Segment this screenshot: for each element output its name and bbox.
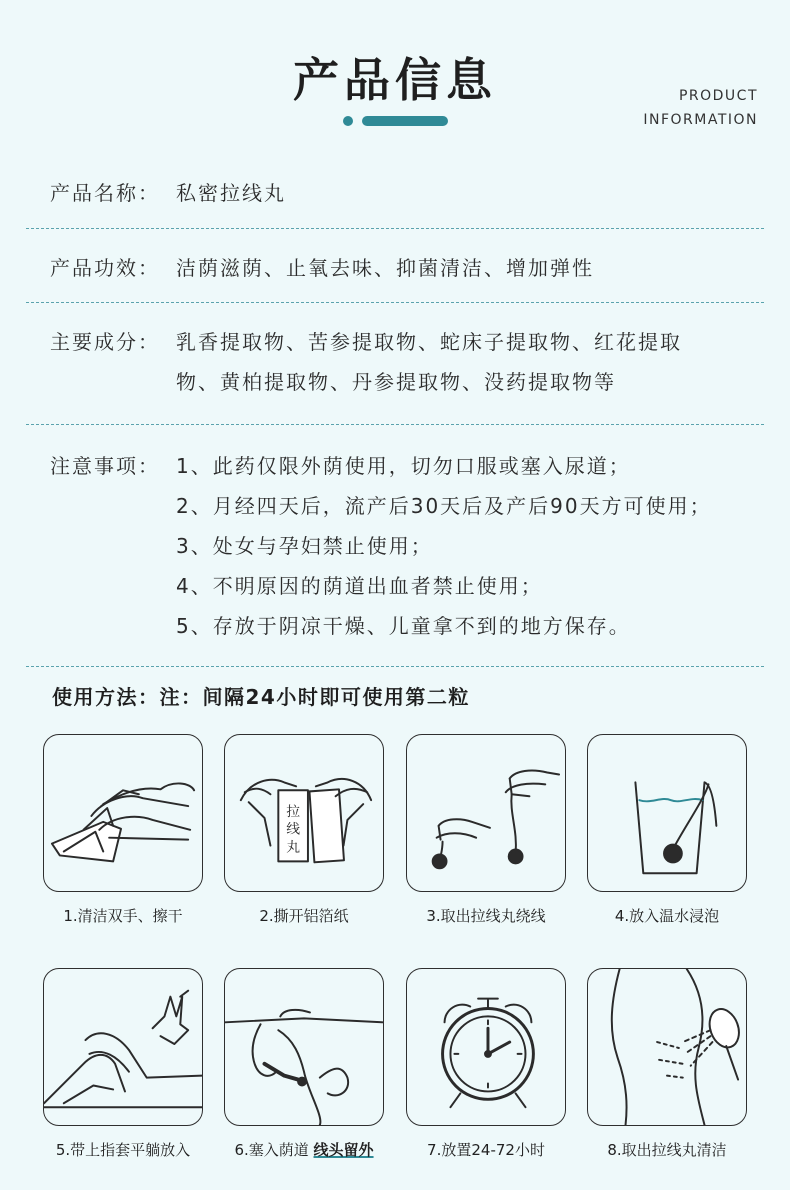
insert-icon [224, 968, 384, 1126]
info-line: 物、黄柏提取物、丹参提取物、没药提取物等 [176, 370, 616, 394]
info-label: 产品名称： [50, 181, 160, 205]
tear-foil-icon [224, 734, 384, 892]
step-caption-main: 6.塞入荫道 [234, 1141, 314, 1159]
lie-down-icon [43, 968, 203, 1126]
step-caption: 2.撕开铝箔纸 [259, 907, 349, 925]
usage-step-2 [224, 734, 384, 926]
info-label: 产品功效： [50, 256, 160, 280]
step-caption [224, 1139, 384, 1160]
usage-step-4 [587, 734, 747, 926]
dashed-divider [26, 424, 764, 425]
info-row-ingredients [50, 322, 760, 402]
decoration-bar [362, 116, 448, 126]
step-caption: 7.放置24-72小时 [427, 1141, 545, 1159]
step-caption: 3.取出拉线丸绕线 [426, 907, 546, 925]
shower-clean-icon [587, 968, 747, 1126]
usage-step-8 [587, 968, 747, 1160]
info-label: 注意事项： [50, 454, 160, 478]
info-label: 主要成分： [50, 330, 160, 354]
info-value [176, 446, 760, 646]
step-caption: 8.取出拉线丸清洁 [607, 1141, 727, 1159]
info-line: 2、月经四天后，流产后30天后及产后90天方可使用； [176, 494, 712, 518]
info-line: 1、此药仅限外荫使用，切勿口服或塞入尿道； [176, 454, 631, 478]
svg-text:线: 线 [286, 821, 301, 838]
info-line: 4、不明原因的荫道出血者禁止使用； [176, 574, 543, 598]
usage-step-1 [43, 734, 203, 926]
step-caption: 1.清洁双手、擦干 [63, 907, 183, 925]
step-caption: 5.带上指套平躺放入 [55, 1141, 191, 1159]
dashed-divider [26, 302, 764, 303]
info-row-effect [50, 248, 760, 288]
info-line: 私密拉线丸 [176, 181, 286, 205]
info-line: 洁荫滋荫、止氧去味、抑菌清洁、增加弹性 [176, 256, 594, 280]
soak-water-icon [587, 734, 747, 892]
info-line: 5、存放于阴凉干燥、儿童拿不到的地方保存。 [176, 614, 631, 638]
dashed-divider [26, 228, 764, 229]
info-value [176, 322, 760, 402]
alarm-clock-icon [406, 968, 566, 1126]
page-title: 产品信息 [293, 53, 497, 107]
info-value [176, 248, 760, 288]
info-line: 乳香提取物、苦参提取物、蛇床子提取物、红花提取 [176, 330, 682, 354]
usage-step-6 [224, 968, 384, 1160]
hands-wipe-icon [43, 734, 203, 892]
info-row-precautions [50, 446, 760, 646]
usage-step-3 [406, 734, 566, 926]
info-line: 3、处女与孕妇禁止使用； [176, 534, 433, 558]
english-subtitle [643, 84, 758, 132]
step-caption-emphasis: 线头留外 [313, 1141, 374, 1159]
subtitle-line-2: INFORMATION [643, 112, 758, 128]
wind-string-icon [406, 734, 566, 892]
subtitle-line-1: PRODUCT [678, 88, 758, 104]
info-value [176, 173, 760, 213]
svg-text:丸: 丸 [286, 839, 301, 856]
decoration-dot [343, 116, 353, 126]
svg-text:拉: 拉 [286, 803, 301, 820]
info-row-name [50, 173, 760, 213]
usage-step-7 [406, 968, 566, 1160]
step-caption: 4.放入温水浸泡 [614, 907, 720, 925]
usage-step-5 [43, 968, 203, 1160]
usage-title: 使用方法：注：间隔24小时即可使用第二粒 [52, 685, 470, 709]
dashed-divider [26, 666, 764, 667]
header [0, 0, 790, 150]
